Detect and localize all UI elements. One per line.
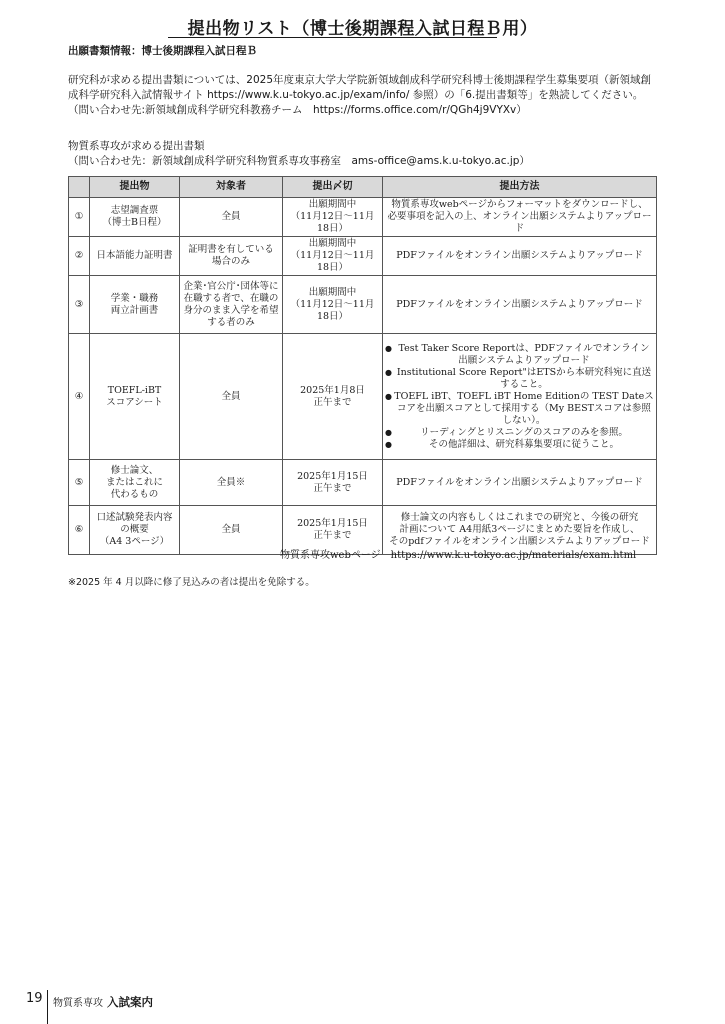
row-item: 日本語能力証明書 [90, 237, 180, 276]
row-method: 物質系専攻webページからフォーマットをダウンロードし、 必要事項を記入の上、オンライン出願システムよりアップロード [383, 198, 657, 237]
row-method: PDFファイルをオンライン出願システムよりアップロード [383, 237, 657, 276]
table-row [69, 334, 657, 460]
row-method: PDFファイルをオンライン出願システムよりアップロード [383, 276, 657, 334]
row-number: ⑥ [69, 506, 90, 555]
method-bullet-item: ● リーディングとリスニングのスコアのみを参照。 [385, 427, 654, 439]
info-paragraph-line-2: 成科学研究科入試情報サイト https://www.k.u-tokyo.ac.jp/exam/info/ 参照）の「6.提出書類等」を熟読してください。 [68, 89, 644, 101]
row-deadline: 出願期間中 （11月12日〜11月18日） [283, 198, 383, 237]
header-method: 提出方法 [383, 177, 657, 198]
row-item: 学業・職務 両立計画書 [90, 276, 180, 334]
table-row [69, 276, 657, 334]
table-header-row [69, 177, 657, 198]
info-paragraph-line-1: 研究科が求める提出書類については、2025年度東京大学大学院新領域創成科学研究科博士後期課程学生募集要項（新領域創 [68, 74, 652, 86]
row-method: PDFファイルをオンライン出願システムよりアップロード [383, 460, 657, 506]
method-bullet-item: ● その他詳細は、研究科募集要項に従うこと。 [385, 439, 654, 451]
method-bullet-list [385, 343, 654, 451]
dept-contact-line: （問い合わせ先：新領域創成科学研究科物質系専攻事務室 ams-office@ams.k.u-tokyo.ac.jp） [68, 155, 530, 167]
row-target: 全員※ [180, 460, 283, 506]
footer-label [53, 994, 153, 1010]
dept-heading: 物質系専攻が求める提出書類 [68, 140, 205, 152]
footer-section: 入試案内 [107, 995, 153, 1009]
row-deadline: 出願期間中 （11月12日〜11月18日） [283, 276, 383, 334]
method-bullet-item: ● Test Taker Score Reportは、PDFファイルでオンライン出願システムよりアップロード [385, 343, 654, 367]
page-number: 19 [26, 991, 43, 1006]
row-item: TOEFL-iBT スコアシート [90, 334, 180, 460]
footer-dept: 物質系専攻 [53, 998, 103, 1009]
row-number: ④ [69, 334, 90, 460]
row-number: ② [69, 237, 90, 276]
row-deadline: 出願期間中 （11月12日〜11月18日） [283, 237, 383, 276]
title-underline [168, 37, 497, 38]
row-deadline: 2025年1月15日 正午まで [283, 460, 383, 506]
table-row [69, 198, 657, 237]
method-bullet-item: ● TOEFL iBT、TOEFL iBT Home Editionの TEST Dateスコアを出願スコアとして採用する（My BESTスコアは参照しない）。 [385, 391, 654, 427]
header-number [69, 177, 90, 198]
row-target: 全員 [180, 334, 283, 460]
row-target: 証明書を有している 場合のみ [180, 237, 283, 276]
row-item: 口述試験発表内容 の概要 （A4 3ページ） [90, 506, 180, 555]
header-target: 対象者 [180, 177, 283, 198]
row-method [383, 334, 657, 460]
row-deadline: 2025年1月8日 正午まで [283, 334, 383, 460]
row-target: 企業･官公庁･団体等に 在職する者で、在職の 身分のまま入学を希望 する者のみ [180, 276, 283, 334]
header-deadline: 提出〆切 [283, 177, 383, 198]
header-item: 提出物 [90, 177, 180, 198]
page-title: 提出物リスト（博士後期課程入試日程Ｂ用） [187, 19, 538, 39]
table-row [69, 237, 657, 276]
exemption-note: ※2025 年 4 月以降に修了見込みの者は提出を免除する。 [68, 577, 315, 588]
row-number: ⑤ [69, 460, 90, 506]
dept-web-reference: 物質系専攻webページ https://www.k.u-tokyo.ac.jp/materials/exam.html [280, 550, 637, 561]
row-target: 全員 [180, 198, 283, 237]
footer-divider [47, 990, 48, 1024]
row-target: 全員 [180, 506, 283, 555]
submission-table [68, 176, 657, 555]
row-deadline: 2025年1月15日 正午まで [283, 506, 383, 555]
row-method: 修士論文の内容もしくはこれまでの研究と、今後の研究 計画について A4用紙3ページにまとめた要旨を作成し、 そのpdfファイルをオンライン出願システムよりアップロード [383, 506, 657, 555]
table-row [69, 460, 657, 506]
row-number: ① [69, 198, 90, 237]
info-contact-line: （問い合わせ先:新領域創成科学研究科教務チーム https://forms.office.com/r/QGh4j9VYXv） [68, 104, 527, 116]
row-item: 志望調査票 （博士B日程） [90, 198, 180, 237]
method-bullet-item: ● Institutional Score Report"はETSから本研究科宛に直送すること。 [385, 367, 654, 391]
application-info-label: 出願書類情報：博士後期課程入試日程Ｂ [68, 45, 257, 57]
row-number: ③ [69, 276, 90, 334]
row-item: 修士論文、 またはこれに 代わるもの [90, 460, 180, 506]
